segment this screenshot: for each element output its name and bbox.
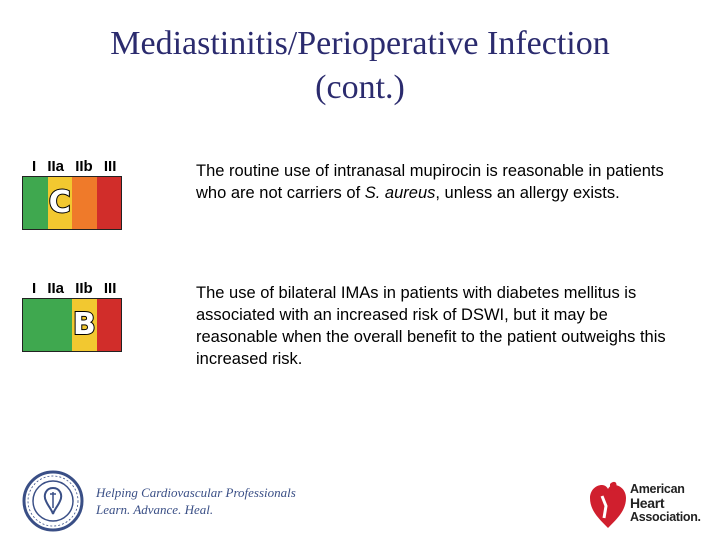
acc-logo [22,470,296,532]
class-label-iia: IIa [47,158,65,175]
acc-tagline-line-2: Learn. Advance. Heal. [96,502,214,517]
aha-wordmark-line-1: American [630,482,685,496]
recommendation-1 [22,158,702,258]
slide-title [0,22,720,110]
recommendation-text: The use of bilateral IMAs in patients with diabetes mellitus is associated with an increased risk of DSWI, but it may be reasonable when the overall benefit to the patient outweighs this increased risk. [196,284,666,368]
class-iib-cell [72,177,97,229]
class-iii-cell [97,299,122,351]
class-iia-cell [48,299,73,351]
acc-tagline-line-1: Helping Cardiovascular Professionals [96,485,296,500]
recommendation-text-italic: S. aureus [364,184,436,202]
title-line-2: (cont.) [315,69,405,106]
class-label-iib: IIb [75,280,93,297]
class-label-iib: IIb [75,158,93,175]
class-labels [32,158,120,175]
recommendation-2 [22,280,702,380]
class-iib-cell [72,299,97,351]
level-of-evidence-letter: C [48,185,71,220]
class-iia-cell [48,177,73,229]
class-label-i: I [32,280,37,297]
title-line-1: Mediastinitis/Perioperative Infection [110,25,610,62]
class-iii-cell [97,177,122,229]
class-label-iia: IIa [47,280,65,297]
aha-wordmark [630,482,701,524]
class-label-i: I [32,158,37,175]
aha-logo [588,476,713,534]
class-i-cell [23,299,48,351]
acc-tagline [96,484,296,518]
recommendation-class-bar [22,176,122,230]
class-label-iii: III [103,280,117,297]
aha-wordmark-line-3: Association. [630,510,701,524]
acc-seal-icon [22,470,84,532]
aha-heart-torch-icon [588,476,628,532]
level-of-evidence-letter: B [72,307,96,342]
recommendation-text-part: The routine use of intranasal mupirocin is reasonable in patients who are not carriers of [196,162,664,202]
class-label-iii: III [103,158,117,175]
recommendation-text-part: , unless an allergy exists. [435,184,620,202]
recommendation-text [196,160,686,204]
recommendation-class-bar [22,298,122,352]
class-i-cell [23,177,48,229]
aha-wordmark-line-2: Heart [630,495,665,511]
class-labels [32,280,120,297]
